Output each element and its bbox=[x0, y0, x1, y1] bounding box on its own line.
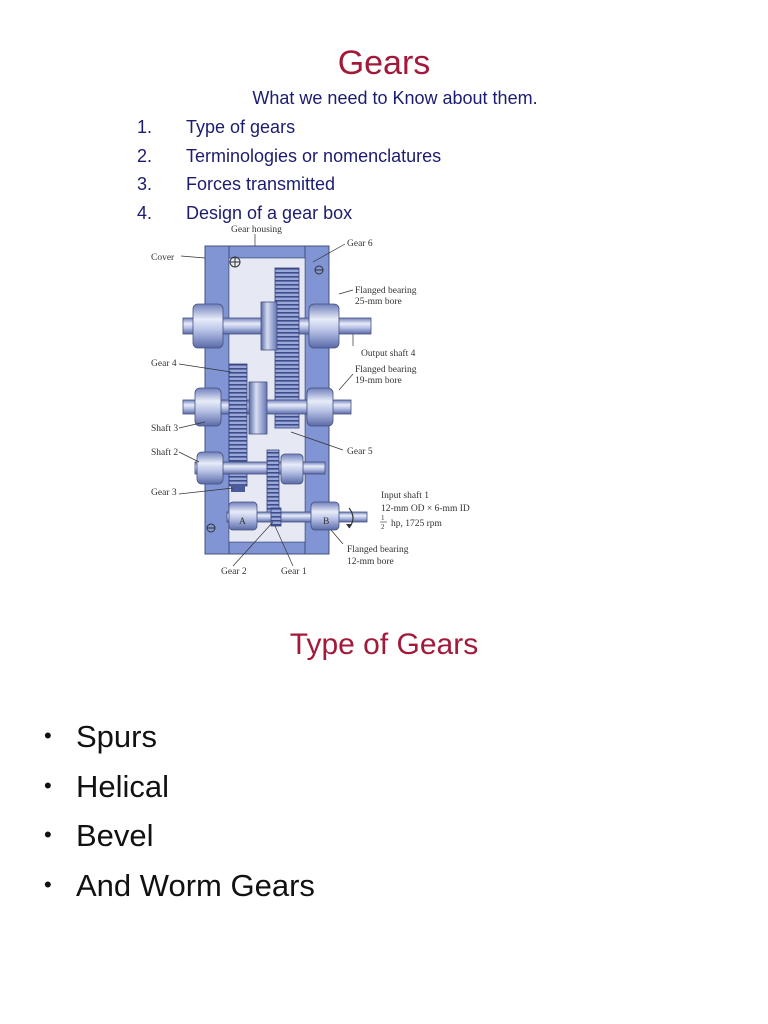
gear-types-list bbox=[44, 716, 315, 914]
label-input-shaft-1: Input shaft 1 bbox=[381, 491, 430, 501]
bullet-glyph: • bbox=[44, 772, 52, 798]
list-text: Type of gears bbox=[186, 117, 296, 137]
label-gear-6: Gear 6 bbox=[347, 239, 373, 249]
label-fraction-denominator: 2 bbox=[381, 523, 385, 531]
label-shaft-2: Shaft 2 bbox=[151, 448, 179, 458]
list-text: And Worm Gears bbox=[76, 867, 315, 903]
mark-a: A bbox=[239, 517, 246, 527]
label-gear-2: Gear 2 bbox=[221, 567, 247, 577]
label-gear-3: Gear 3 bbox=[151, 488, 177, 498]
label-bore-12: 12-mm bore bbox=[347, 557, 394, 567]
list-item bbox=[44, 766, 315, 816]
label-cover: Cover bbox=[151, 253, 175, 263]
list-item bbox=[44, 815, 315, 865]
list-text: Spurs bbox=[76, 719, 157, 754]
bullet-glyph: • bbox=[44, 723, 52, 748]
list-item bbox=[44, 865, 315, 915]
bullet-glyph: • bbox=[44, 871, 52, 897]
list-text: Helical bbox=[76, 768, 170, 804]
list-number: 3. bbox=[137, 174, 153, 194]
label-gear-1: Gear 1 bbox=[281, 567, 307, 577]
list-text: Terminologies or nomenclatures bbox=[186, 145, 442, 166]
list-item bbox=[44, 716, 315, 766]
slide-subtitle: What we need to Know about them. bbox=[252, 88, 538, 108]
label-input-dimensions: 12-mm OD × 6-mm ID bbox=[381, 504, 470, 514]
label-gear-housing: Gear housing bbox=[231, 225, 282, 235]
slide-title: Gears bbox=[337, 44, 431, 82]
label-gear-5: Gear 5 bbox=[347, 447, 373, 457]
list-item bbox=[137, 115, 441, 144]
label-flanged-bearing-19: Flanged bearing bbox=[355, 365, 417, 375]
list-text: Design of a gear box bbox=[186, 202, 353, 223]
shaft-3 bbox=[183, 382, 351, 434]
label-input-power: hp, 1725 rpm bbox=[391, 519, 442, 529]
label-gear-4: Gear 4 bbox=[151, 359, 177, 369]
gearbox-diagram bbox=[135, 222, 515, 582]
label-flanged-bearing-12: Flanged bearing bbox=[347, 545, 409, 555]
section-title: Type of Gears bbox=[289, 628, 479, 661]
list-text: Forces transmitted bbox=[186, 174, 336, 194]
list-text: Bevel bbox=[76, 818, 154, 853]
label-bore-19: 19-mm bore bbox=[355, 376, 402, 386]
list-number: 4. bbox=[137, 202, 153, 223]
list-number: 2. bbox=[137, 145, 153, 166]
list-item bbox=[137, 144, 441, 173]
gear-3 bbox=[231, 484, 245, 492]
label-bore-25: 25-mm bore bbox=[355, 297, 402, 307]
label-shaft-3: Shaft 3 bbox=[151, 424, 179, 434]
list-number: 1. bbox=[137, 117, 153, 137]
list-item bbox=[137, 172, 441, 201]
topic-list bbox=[137, 115, 441, 229]
bullet-glyph: • bbox=[44, 822, 52, 847]
label-fraction-numerator: 1 bbox=[381, 514, 385, 522]
label-output-shaft-4: Output shaft 4 bbox=[361, 349, 416, 359]
label-flanged-bearing-25: Flanged bearing bbox=[355, 286, 417, 296]
mark-b: B bbox=[323, 517, 330, 527]
